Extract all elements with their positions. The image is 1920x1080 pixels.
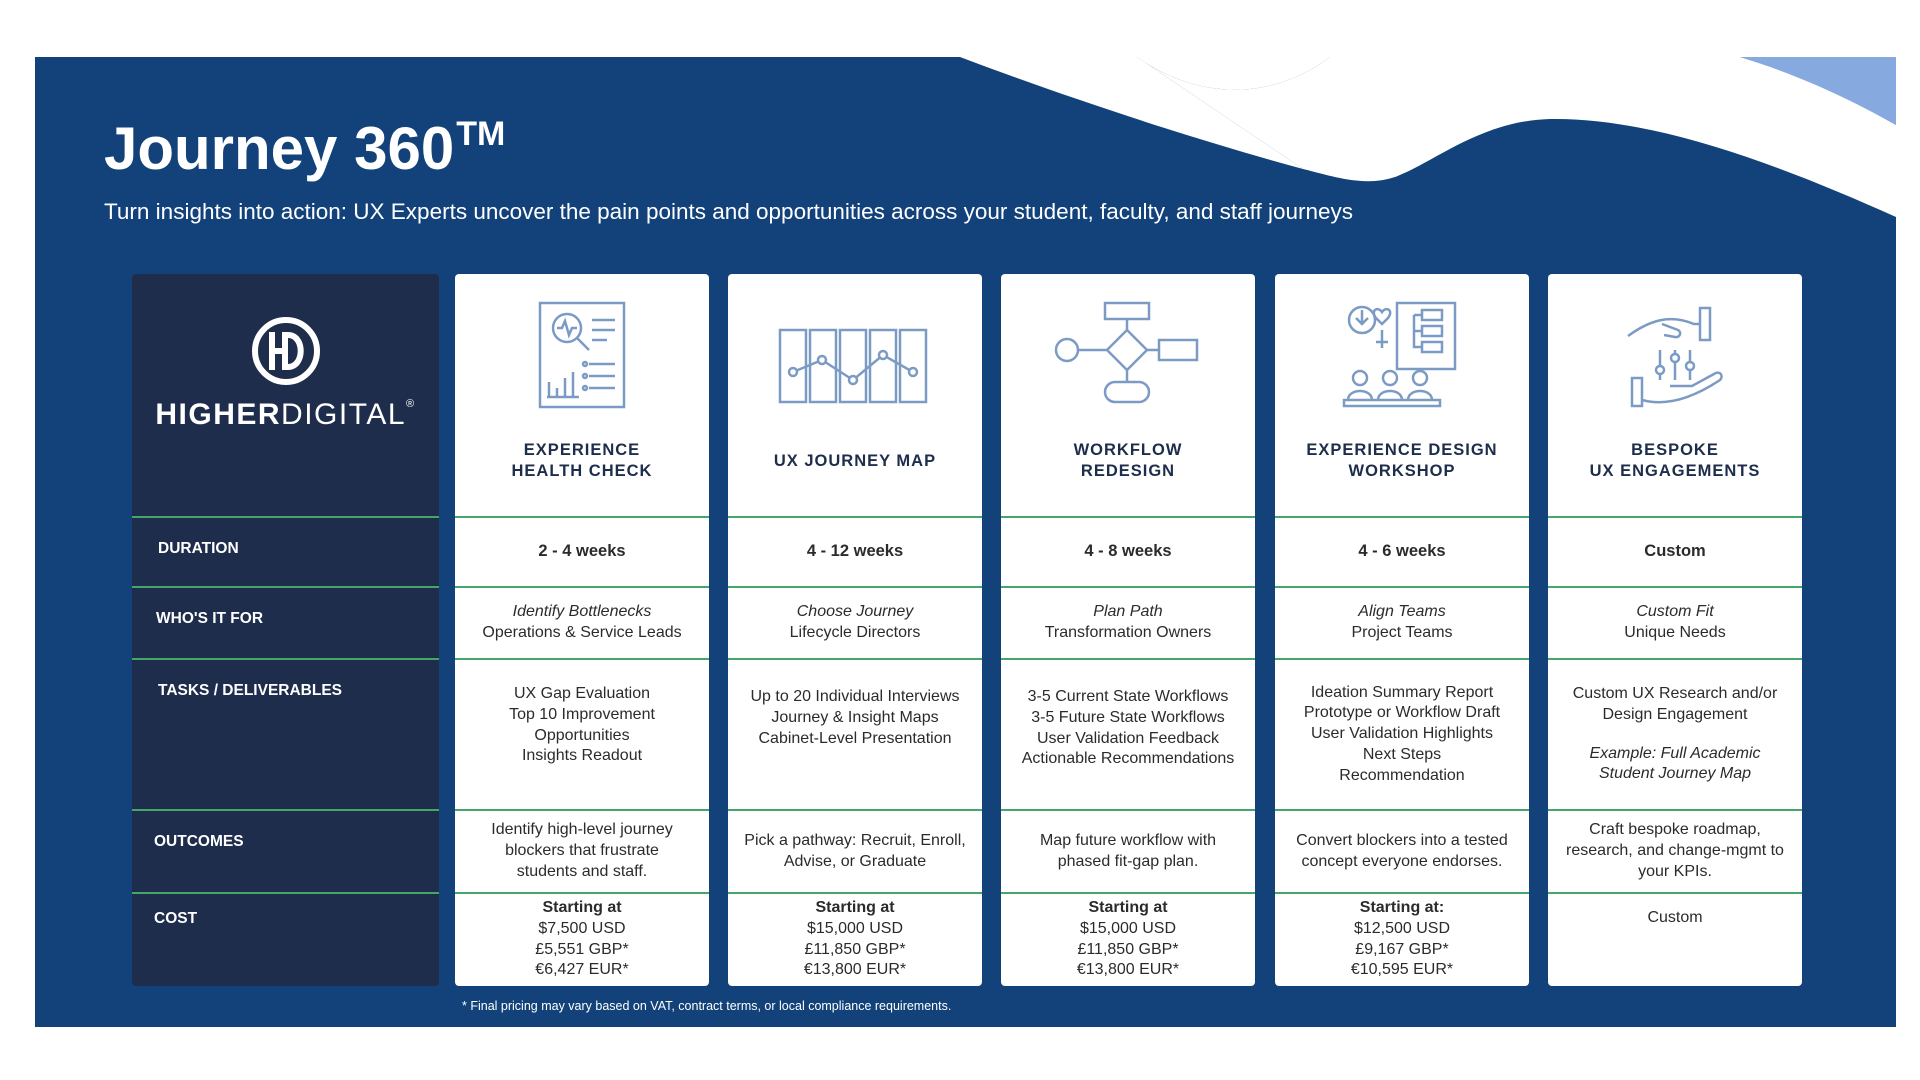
page-title: Journey 360™ — [104, 115, 506, 182]
workshop-icon — [1342, 300, 1462, 410]
higherdigital-logo — [132, 316, 439, 432]
cost-cell: Starting at: $12,500 USD £9,167 GBP* €10,595 EUR* — [1275, 892, 1529, 986]
card-title: EXPERIENCE HEALTH CHECK — [511, 441, 653, 480]
offering-card-bespoke — [1548, 274, 1802, 986]
outcome-cell: Identify high-level journey blockers that frustrate students and staff. — [455, 809, 709, 892]
row-label-cost: COST — [132, 892, 439, 986]
outcome-cell: Craft bespoke roadmap, research, and change-mgmt to your KPIs. — [1548, 809, 1802, 892]
cost-cell: Starting at $7,500 USD £5,551 GBP* €6,427 EUR* — [455, 892, 709, 986]
hands-sliders-icon — [1620, 300, 1730, 410]
health-report-icon — [537, 300, 627, 410]
card-title: WORKFLOW REDESIGN — [1073, 441, 1183, 480]
logo-wordmark: HIGHERDIGITAL® — [155, 398, 416, 431]
tasks-cell: Ideation Summary Report Prototype or Workflow Draft User Validation Highlights Next Steps Recommendation — [1275, 658, 1529, 809]
duration-cell: Custom — [1548, 516, 1802, 586]
page-subtitle: Turn insights into action: UX Experts uncover the pain points and opportunities across your student, faculty, and staff journeys — [104, 199, 1354, 224]
card-title: UX JOURNEY MAP — [773, 451, 937, 470]
card-title: EXPERIENCE DESIGN WORKSHOP — [1306, 441, 1498, 480]
duration-cell: 4 - 6 weeks — [1275, 516, 1529, 586]
duration-cell: 2 - 4 weeks — [455, 516, 709, 586]
tasks-cell: 3-5 Current State Workflows 3-5 Future State Workflows User Validation Feedback Actionable Recommendations — [1001, 658, 1255, 809]
offering-card-journey-map — [728, 274, 982, 986]
row-label-column — [132, 274, 439, 986]
hd-monogram-icon — [251, 316, 321, 386]
row-label-audience: WHO'S IT FOR — [132, 586, 439, 658]
audience-cell: Custom Fit Unique Needs — [1548, 586, 1802, 658]
tasks-cell: UX Gap Evaluation Top 10 Improvement Opportunities Insights Readout — [455, 658, 709, 809]
audience-cell: Align Teams Project Teams — [1275, 586, 1529, 658]
offering-card-design-workshop — [1275, 274, 1529, 986]
audience-cell: Identify Bottlenecks Operations & Service Leads — [455, 586, 709, 658]
cost-cell: Custom — [1548, 892, 1802, 986]
row-label-outcomes: OUTCOMES — [132, 809, 439, 892]
row-label-duration: DURATION — [132, 516, 439, 586]
cost-cell: Starting at $15,000 USD £11,850 GBP* €13,800 EUR* — [1001, 892, 1255, 986]
trademark-mark: TM — [456, 115, 506, 153]
tasks-cell: Custom UX Research and/or Design Engagement Example: Full Academic Student Journey Map — [1548, 658, 1802, 809]
duration-cell: 4 - 8 weeks — [1001, 516, 1255, 586]
tasks-cell: Up to 20 Individual Interviews Journey & Insight Maps Cabinet-Level Presentation — [728, 658, 982, 809]
outcome-cell: Map future workflow with phased fit-gap plan. — [1001, 809, 1255, 892]
outcome-cell: Convert blockers into a tested concept everyone endorses. — [1275, 809, 1529, 892]
duration-cell: 4 - 12 weeks — [728, 516, 982, 586]
audience-cell: Choose Journey Lifecycle Directors — [728, 586, 982, 658]
workflow-icon — [1053, 300, 1203, 410]
slide — [35, 57, 1896, 1027]
offering-card-health-check — [455, 274, 709, 986]
pricing-footnote: * Final pricing may vary based on VAT, contract terms, or local compliance requirements. — [462, 999, 952, 1013]
outcome-cell: Pick a pathway: Recruit, Enroll, Advise, or Graduate — [728, 809, 982, 892]
audience-cell: Plan Path Transformation Owners — [1001, 586, 1255, 658]
cost-cell: Starting at $15,000 USD £11,850 GBP* €13,800 EUR* — [728, 892, 982, 986]
journey-map-icon — [770, 300, 940, 410]
card-title: BESPOKE UX ENGAGEMENTS — [1589, 441, 1761, 480]
row-label-tasks: TASKS / DELIVERABLES — [132, 658, 439, 809]
offering-card-workflow-redesign — [1001, 274, 1255, 986]
